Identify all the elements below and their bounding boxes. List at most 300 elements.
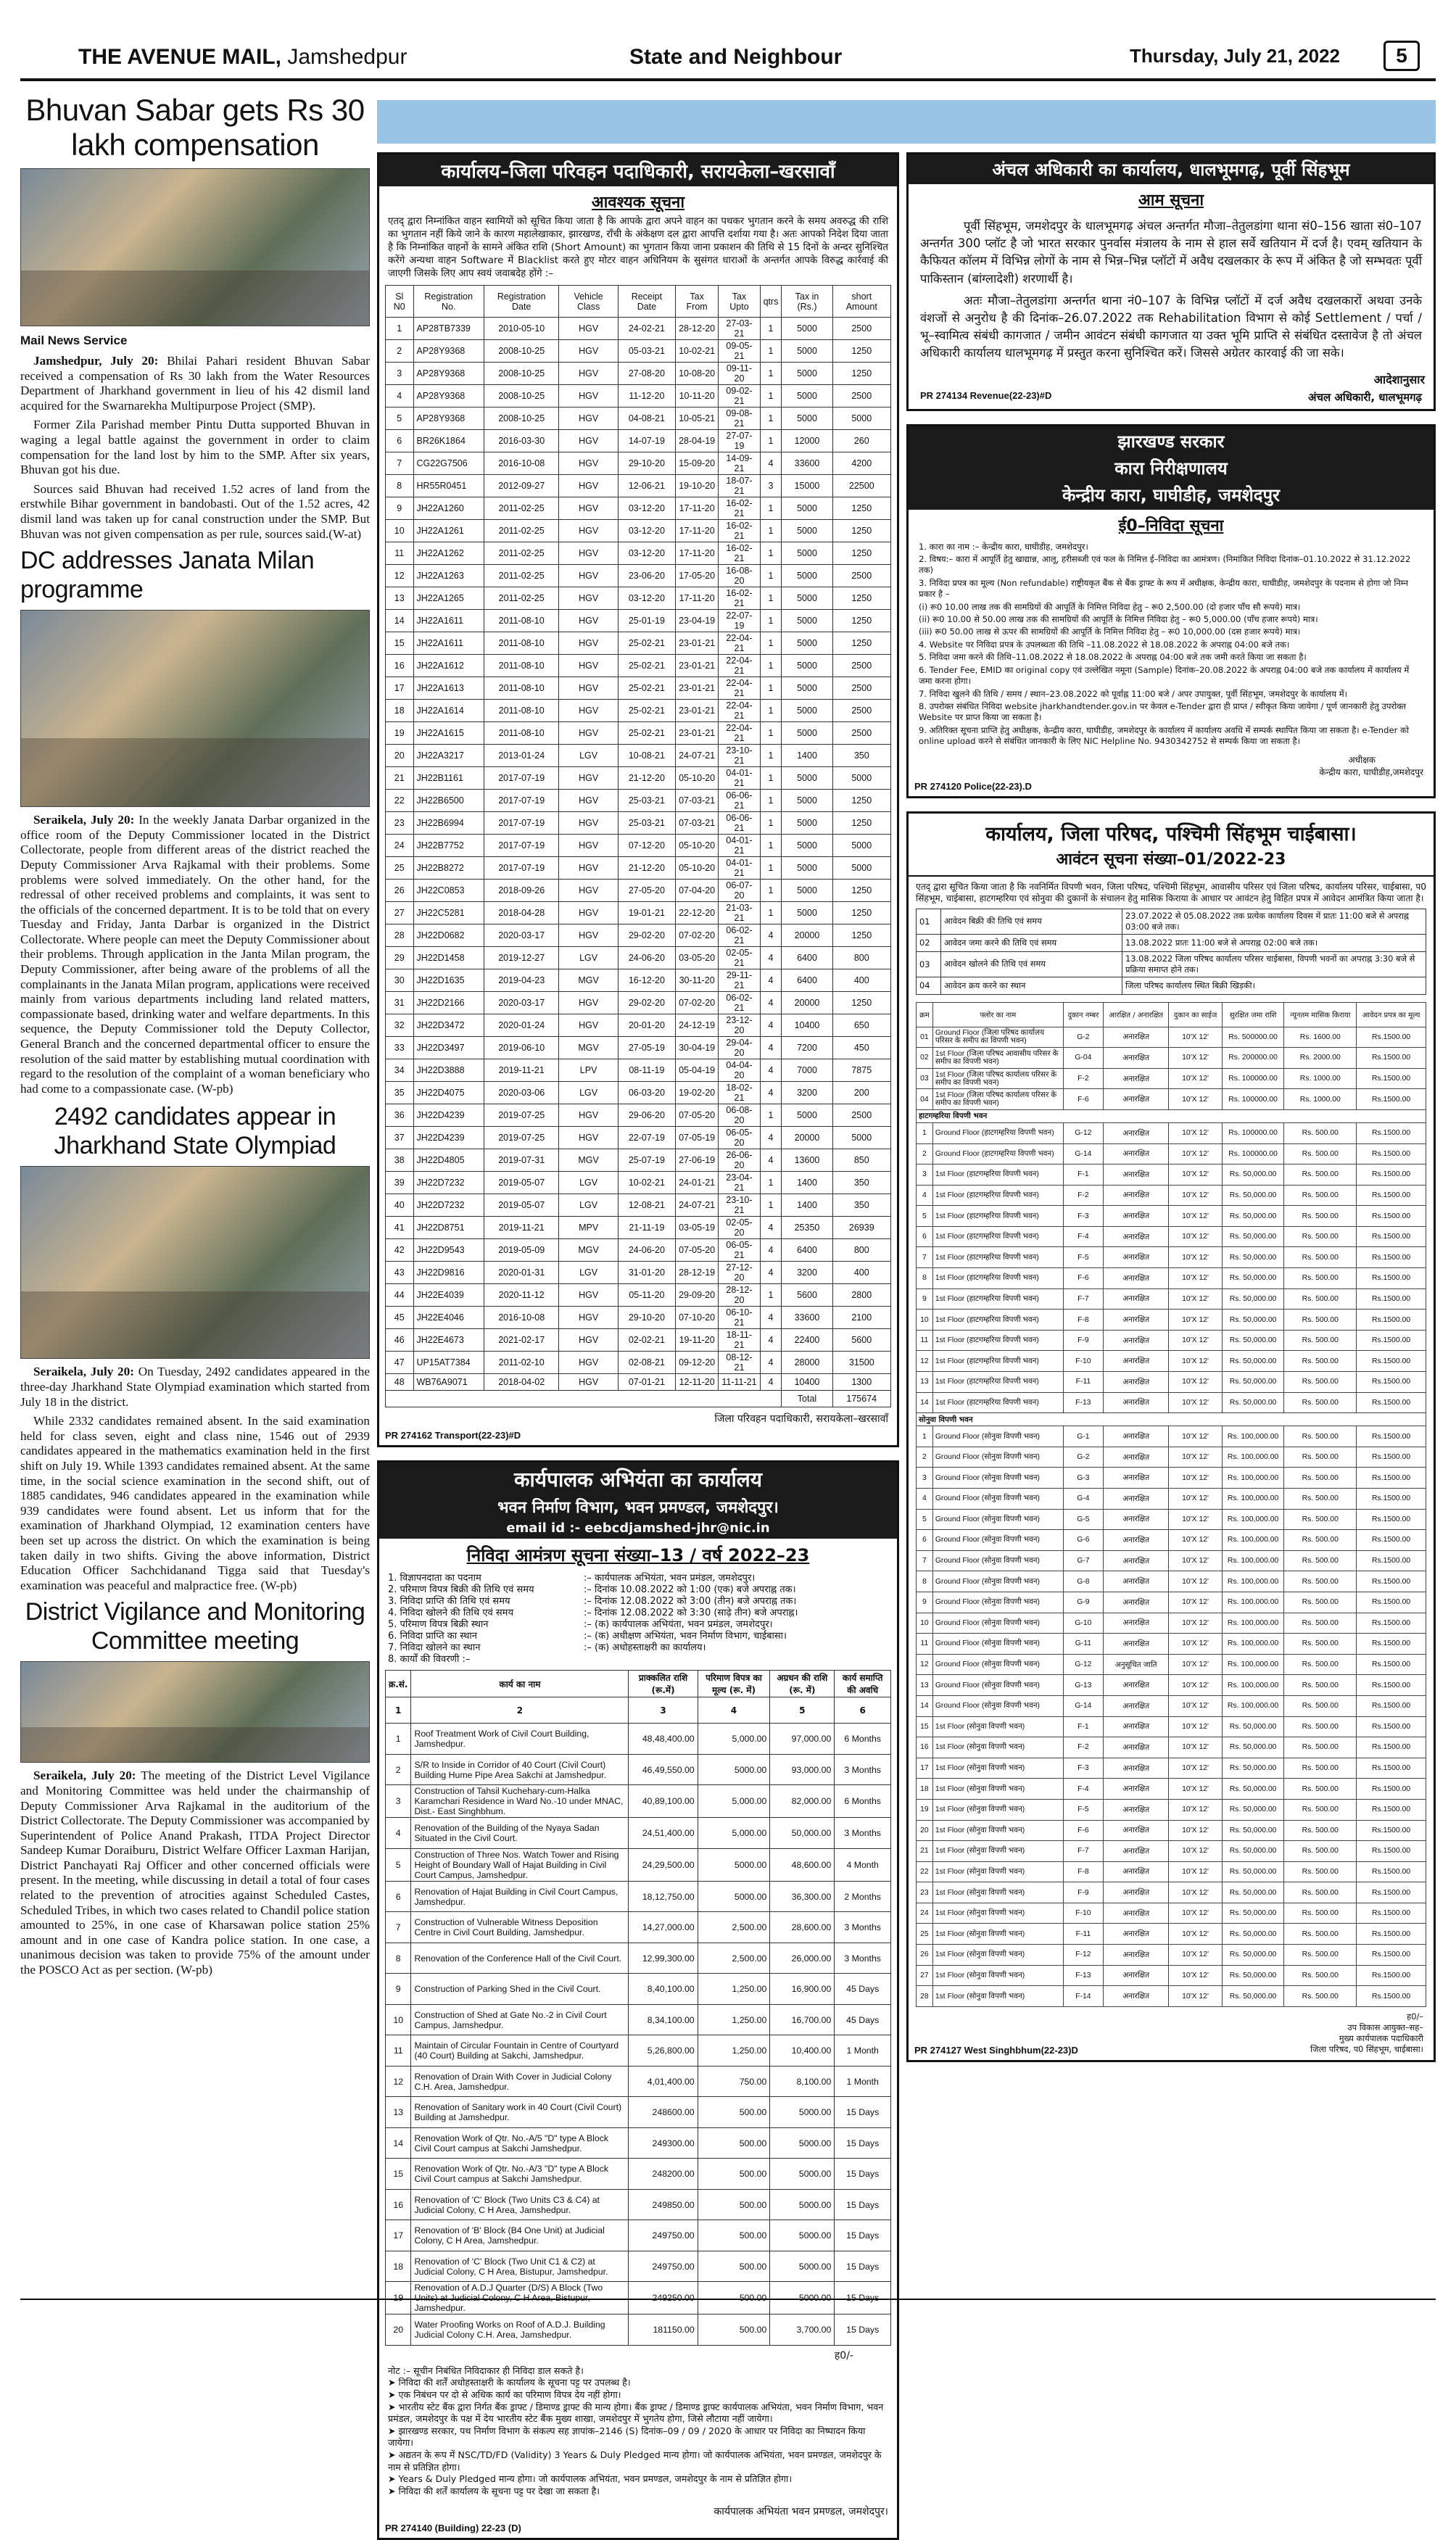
table-cell: 5000 <box>782 1104 832 1127</box>
table-cell: 4 <box>386 385 414 408</box>
table-cell: 22500 <box>832 475 890 497</box>
table-cell: 29-02-20 <box>618 924 675 947</box>
table-cell: HGV <box>559 340 618 363</box>
table-cell: Rs. 50,000.00 <box>1222 1351 1284 1372</box>
table-cell: Rs.1500.00 <box>1357 1288 1426 1310</box>
table-cell: HGV <box>559 880 618 902</box>
table-cell: 3 <box>386 1785 411 1818</box>
notice-title: कार्यपालक अभियंता का कार्यालय <box>379 1463 897 1496</box>
table-cell: 13600 <box>782 1149 832 1172</box>
table-row <box>386 1329 891 1352</box>
table-cell: 18 <box>386 2251 411 2282</box>
table-cell: 4 Month <box>835 1848 891 1881</box>
table-cell: Ground Floor (सोनुवा विपणी भवन) <box>932 1592 1063 1613</box>
table-cell: 1300 <box>832 1374 890 1391</box>
etender-item: (iii) रू0 50.00 लाख से ऊपर की सामग्रियों की आपूर्ति के निमित्त निविदा हेतु – रू0 10,000.00 (दस हजार रूपये) मात्र। <box>919 626 1301 637</box>
table-cell: अनारक्षित <box>1103 1068 1168 1089</box>
table-cell: अनारक्षित <box>1103 1330 1168 1351</box>
table-cell: Rs. 1000.00 <box>1284 1089 1357 1110</box>
table-cell: JH22B6994 <box>413 812 484 835</box>
table-cell: 2,500.00 <box>698 1943 770 1974</box>
table-cell: 2 <box>917 1447 933 1468</box>
table-cell: 1st Floor (जिला परिषद कार्यालय परिसर के समीप का विपणी भवन) <box>932 1089 1063 1110</box>
table-cell: 1 <box>760 385 782 408</box>
table-cell: 2019-12-27 <box>484 947 559 969</box>
table-cell: 2017-07-19 <box>484 857 559 880</box>
table-cell: 22 <box>386 790 414 812</box>
table-cell: JH22B1161 <box>413 767 484 790</box>
table-cell: 2 <box>917 1143 933 1164</box>
table-cell: 1250 <box>832 610 890 632</box>
table-cell: Rs.1500.00 <box>1357 1247 1426 1268</box>
table-cell: Rs. 500.00 <box>1284 1861 1357 1882</box>
table-cell: 16-08-20 <box>719 565 760 587</box>
table-cell: Rs. 500.00 <box>1284 1447 1357 1468</box>
table-cell: 22-12-20 <box>675 902 718 924</box>
table-cell: HGV <box>559 565 618 587</box>
table-cell: 500.00 <box>698 2314 770 2346</box>
table-cell: 3 Months <box>835 1943 891 1974</box>
table-cell: 10'X 12' <box>1169 1820 1222 1841</box>
table-cell: 29-10-20 <box>618 452 675 475</box>
table-cell: S/R to Inside in Corridor of 40 Court (Civil Court) Building Hume Pipe Area Sakchi at Jamshedpur. <box>411 1754 629 1785</box>
table-cell: 7 <box>917 1550 933 1571</box>
etender-item: (i) रू0 10.00 लाख तक की सामग्रियों की आपूर्ति के निमित्त निविदा हेतु – रू0 2,500.00 (दो हजार पाँच सौ रूपये) मात्र। <box>919 601 1301 612</box>
table-cell: 3 Months <box>835 1818 891 1849</box>
table-cell: Rs. 50,000.00 <box>1222 1882 1284 1903</box>
table-cell: 02-05-20 <box>719 1217 760 1239</box>
section-name: State and Neighbour <box>629 45 843 69</box>
table-cell: Rs. 50,000.00 <box>1222 1820 1284 1841</box>
table-row <box>917 1550 1426 1571</box>
tender-note: ➤ भारतीय स्टेट बैंक द्वारा निर्गत बैंक ड्राफ्ट / डिमाण्ड ड्राफ्ट की मान्य होगा। बैंक ड्राफ्ट / डिमाण्ड ड्राफ्ट कार्यपालक अभियंता, भवन निर्माण विभाग, भवन प्रमंडल, जमशेदपुर के पक्ष में देय भारतीय स्टेट बैंक मुख्य शाखा, जमशेदपुर में भुगतेय होगा, जिसे लौटाया नहीं जायेगा। <box>388 2401 884 2425</box>
table-cell: 03-05-19 <box>675 1217 718 1239</box>
table-cell: अनारक्षित <box>1103 1509 1168 1530</box>
table-cell: 10'X 12' <box>1169 1185 1222 1206</box>
table-cell: Renovation of 'C' Block (Two Units C3 & C4) at Judicial Colony, C H Area, Jamshedpur. <box>411 2189 629 2220</box>
table-cell: 29-06-20 <box>618 1104 675 1127</box>
table-row <box>917 1089 1426 1110</box>
table-row <box>386 1149 891 1172</box>
table-cell: 03-12-20 <box>618 542 675 565</box>
table-cell: अनारक्षित <box>1103 1288 1168 1310</box>
table-cell: 17-05-20 <box>675 565 718 587</box>
table-row <box>386 1881 891 1912</box>
table-cell: HGV <box>559 924 618 947</box>
table-cell: 24-02-21 <box>618 318 675 340</box>
table-cell: Rs.1500.00 <box>1357 1089 1426 1110</box>
table-cell: 27 <box>917 1965 933 1986</box>
table-cell: 8 <box>917 1268 933 1289</box>
table-cell: 2018-04-02 <box>484 1374 559 1391</box>
table-cell: Rs. 200000.00 <box>1222 1048 1284 1069</box>
table-cell: 2800 <box>832 1284 890 1307</box>
table-row <box>917 1861 1426 1882</box>
table-cell: 2011-08-10 <box>484 632 559 655</box>
schedule-cell: जिला परिषद कार्यालय स्थित बिक्री खिड़की। <box>1122 977 1426 994</box>
table-cell: JH22A3217 <box>413 745 484 767</box>
table-cell: 22-04-21 <box>719 632 760 655</box>
column-header: क्र.सं. <box>386 1671 411 1697</box>
table-cell: 4 <box>760 452 782 475</box>
table-cell: 15 <box>386 2159 411 2190</box>
table-cell: 1400 <box>782 1194 832 1217</box>
table-cell: HGV <box>559 1014 618 1037</box>
table-cell: 1st Floor (सोनुवा विपणी भवन) <box>932 1903 1063 1924</box>
table-cell: HGV <box>559 632 618 655</box>
table-cell: HGV <box>559 610 618 632</box>
table-cell: 2017-07-19 <box>484 790 559 812</box>
table-cell: अनारक्षित <box>1103 1882 1168 1903</box>
table-cell: Rs. 500.00 <box>1284 1945 1357 1966</box>
table-cell: Rs.1500.00 <box>1357 1861 1426 1882</box>
table-cell: Ground Floor (सोनुवा विपणी भवन) <box>932 1447 1063 1468</box>
table-cell: Rs. 100000.00 <box>1222 1143 1284 1164</box>
table-cell: 45 Days <box>835 2004 891 2035</box>
table-cell: 1st Floor (हाटगम्हरिया विपणी भवन) <box>932 1351 1063 1372</box>
table-row <box>917 1027 1426 1048</box>
table-cell: Ground Floor (सोनुवा विपणी भवन) <box>932 1550 1063 1571</box>
table-cell: 3 <box>760 475 782 497</box>
table-cell: 1 <box>760 700 782 722</box>
table-cell: 5000 <box>782 340 832 363</box>
table-cell: 11 <box>917 1330 933 1351</box>
table-cell: 10'X 12' <box>1169 1592 1222 1613</box>
table-cell: JH22D7232 <box>413 1172 484 1194</box>
table-cell: 29-11-21 <box>719 969 760 992</box>
table-cell: 10'X 12' <box>1169 1779 1222 1800</box>
table-row <box>386 767 891 790</box>
table-cell: 750.00 <box>698 2066 770 2097</box>
table-cell: Rs. 500.00 <box>1284 1634 1357 1655</box>
table-cell: 06-03-20 <box>618 1082 675 1104</box>
table-cell: 48,48,400.00 <box>629 1724 698 1755</box>
table-cell: Rs. 50,000.00 <box>1222 1758 1284 1779</box>
table-cell: Rs. 500.00 <box>1284 1965 1357 1986</box>
table-row <box>386 1037 891 1059</box>
table-cell: 8 <box>386 1943 411 1974</box>
table-cell: 1st Floor (सोनुवा विपणी भवन) <box>932 1799 1063 1820</box>
table-cell: 07-03-21 <box>675 790 718 812</box>
table-cell: 5000.00 <box>770 2189 835 2220</box>
table-cell: अनारक्षित <box>1103 1048 1168 1069</box>
table-cell: 450 <box>832 1037 890 1059</box>
table-cell: G-13 <box>1063 1675 1103 1696</box>
table-cell: Rs. 50,000.00 <box>1222 1372 1284 1393</box>
table-cell: 5,26,800.00 <box>629 2035 698 2067</box>
table-cell: 5600 <box>832 1329 890 1352</box>
table-cell: 10'X 12' <box>1169 1068 1222 1089</box>
story-photo <box>20 1661 370 1763</box>
table-cell: Rs. 1000.00 <box>1284 1068 1357 1089</box>
table-cell: 5,000.00 <box>698 1818 770 1849</box>
table-cell: 22-04-21 <box>719 722 760 745</box>
table-cell: Rs.1500.00 <box>1357 1143 1426 1164</box>
table-cell: 1 <box>760 1104 782 1127</box>
table-cell: Rs. 500.00 <box>1284 1489 1357 1510</box>
table-cell: LGV <box>559 947 618 969</box>
table-cell: 33600 <box>782 452 832 475</box>
notice-signature-designation: केन्द्रीय कारा, घाघीडीह,जमशेदपुर <box>1319 766 1423 777</box>
table-cell: 7 <box>917 1247 933 1268</box>
table-cell: 1 Month <box>835 2066 891 2097</box>
table-row <box>917 1820 1426 1841</box>
table-cell: 1 <box>760 790 782 812</box>
table-cell: 25-02-21 <box>618 700 675 722</box>
table-cell: 9 <box>386 497 414 520</box>
table-cell: 8 <box>917 1571 933 1592</box>
table-cell: G-4 <box>1063 1489 1103 1510</box>
table-cell: Rs. 50,000.00 <box>1222 1206 1284 1227</box>
table-cell: Rs. 500.00 <box>1284 1986 1357 2007</box>
table-cell: 5000 <box>832 1127 890 1149</box>
table-cell: 02-02-21 <box>618 1329 675 1352</box>
table-cell: Rs. 500.00 <box>1284 1571 1357 1592</box>
ad-banner-strip <box>377 100 1436 144</box>
schedule-row <box>917 934 1426 951</box>
table-cell: 2010-05-10 <box>484 318 559 340</box>
table-cell: Ground Floor (सोनुवा विपणी भवन) <box>932 1634 1063 1655</box>
column-header: आरक्षित / अनारक्षित <box>1103 1002 1168 1027</box>
table-cell: 400 <box>832 1262 890 1284</box>
column-header: short Amount <box>832 286 890 318</box>
table-cell: 22-07-19 <box>618 1127 675 1149</box>
table-cell: 10 <box>917 1613 933 1634</box>
table-cell: 2011-08-10 <box>484 655 559 677</box>
zila-parishad-notice <box>906 811 1436 2062</box>
table-cell: Rs.1500.00 <box>1357 1268 1426 1289</box>
table-row <box>386 1352 891 1374</box>
table-cell: 28-12-20 <box>719 1284 760 1307</box>
table-cell: 5000.00 <box>770 2097 835 2128</box>
table-row <box>917 1310 1426 1331</box>
table-row <box>386 1014 891 1037</box>
table-row <box>386 1284 891 1307</box>
table-cell: JH22B6500 <box>413 790 484 812</box>
table-cell: 10 <box>917 1310 933 1331</box>
table-cell: F-8 <box>1063 1861 1103 1882</box>
table-cell: 2500 <box>832 1104 890 1127</box>
notice-intro: एतद् द्वारा निम्नांकित वाहन स्वामियों को सूचित किया जाता है कि आपके द्वारा अपने वाहन का पथकर भुगतान करने के समय अवरुद्ध की राशि का भुगतान नहीं किये जाने के कारण महालेखाकार, झारखण्ड, राँची के अंकेक्षण दल द्वारा आपत्ति दर्शाया गया है। अतः आपको निदेश दिया जाता है कि निम्नांकित वाहनों के सामने अंकित राशि (Short Amount) का भुगतान किया जाना प्रकाशन की तिथि से 15 दिनों के अन्दर सुनिश्चित करेंगे अन्यथा वाहन Software में Blacklist करते हुए मोटर वाहन अधिनियम के सुसंगत धाराओं के अन्तर्गत आपके विरुद्ध कार्रवाई की जाएगी जिसके लिए आप स्वयं जवाबदेह होंगे :– <box>388 216 888 279</box>
column-header: Registration Date <box>484 286 559 318</box>
table-cell: 15 Days <box>835 2097 891 2128</box>
table-cell: Rs.1500.00 <box>1357 1027 1426 1048</box>
table-cell: 20-01-20 <box>618 1014 675 1037</box>
table-cell: 07-05-20 <box>675 1104 718 1127</box>
table-cell: 23-04-19 <box>675 610 718 632</box>
table-cell: HGV <box>559 587 618 610</box>
table-cell: 23-01-21 <box>675 722 718 745</box>
table-cell: 15 Days <box>835 2127 891 2159</box>
table-cell: 10-02-21 <box>675 340 718 363</box>
table-cell: Ground Floor (सोनुवा विपणी भवन) <box>932 1530 1063 1551</box>
column-number: 1 <box>386 1697 411 1724</box>
table-cell: अनारक्षित <box>1103 1310 1168 1331</box>
table-cell: 2019-07-25 <box>484 1104 559 1127</box>
table-cell: HGV <box>559 497 618 520</box>
column-header: Tax Upto <box>719 286 760 318</box>
table-cell: LGV <box>559 745 618 767</box>
table-cell: F-6 <box>1063 1268 1103 1289</box>
table-cell: Rs. 500.00 <box>1284 1392 1357 1413</box>
table-cell: 1 <box>760 880 782 902</box>
column-header: प्राक्कलित राशि (रू.में) <box>629 1671 698 1697</box>
table-cell: 2100 <box>832 1307 890 1329</box>
table-cell: 10'X 12' <box>1169 1965 1222 1986</box>
table-cell: अनारक्षित <box>1103 1426 1168 1447</box>
table-cell: 2008-10-25 <box>484 408 559 430</box>
table-cell: अनारक्षित <box>1103 1185 1168 1206</box>
notice-subtitle: आम सूचना <box>1138 191 1204 210</box>
story-photo <box>20 1166 370 1359</box>
table-cell: 11 <box>917 1634 933 1655</box>
table-cell: 5 <box>917 1206 933 1227</box>
table-cell: अनारक्षित <box>1103 1468 1168 1489</box>
table-cell: अनारक्षित <box>1103 1903 1168 1924</box>
table-cell: HGV <box>559 700 618 722</box>
table-cell: 5000 <box>782 632 832 655</box>
table-cell: 12 <box>386 2066 411 2097</box>
table-cell: 04-01-21 <box>719 857 760 880</box>
table-row <box>386 2189 891 2220</box>
table-cell: Construction of Tahsil Kuchehary-cum-Halka Karamchari Residence in Ward No.-10 under MNAC, Dist.- East Singhbhum. <box>411 1785 629 1818</box>
total-value: 175674 <box>832 1391 890 1407</box>
table-row <box>386 857 891 880</box>
table-cell: Rs. 500.00 <box>1284 1841 1357 1862</box>
table-cell: 2016-03-30 <box>484 430 559 452</box>
table-row <box>917 1447 1426 1468</box>
table-cell: 17 <box>917 1758 933 1779</box>
table-cell: JH22A1614 <box>413 700 484 722</box>
issue-date: Thursday, July 21, 2022 <box>1130 45 1340 67</box>
table-cell: 1 <box>760 1194 782 1217</box>
table-cell: 2500 <box>832 655 890 677</box>
table-cell: JH22D3888 <box>413 1059 484 1082</box>
table-cell: 23-01-21 <box>675 677 718 700</box>
table-group-row <box>917 1413 1426 1426</box>
table-cell: 10'X 12' <box>1169 1758 1222 1779</box>
notice-signature: जिला परिवहन पदाधिकारी, सरायकेला–खरसावाँ <box>714 1413 888 1426</box>
table-cell: 7 <box>386 1912 411 1943</box>
etender-item: 9. अतिरिक्त सूचना प्राप्ति हेतु अधीक्षक, केन्द्रीय कारा, घाघीडीह, जमशेदपुर के कार्यालय में कार्यालय अवधि में सम्पर्क स्थापित किया जा सकता है। e-Tender को online upload करने से संबंधित जानकारी के लिए NIC Helpline No. 9430342752 से सम्पर्क किया जा सकता है। <box>919 724 1410 747</box>
table-cell: 2500 <box>832 385 890 408</box>
column-header: सुरक्षित जमा राशि <box>1222 1002 1284 1027</box>
table-cell: HGV <box>559 655 618 677</box>
table-cell: Rs. 100,000.00 <box>1222 1675 1284 1696</box>
table-cell: JH22E4039 <box>413 1284 484 1307</box>
table-cell: 6 <box>386 1881 411 1912</box>
story-paragraph: Seraikela, July 20: On Tuesday, 2492 candidates appeared in the three-day Jharkhand State Olympiad examination which started from July 18 in the district. <box>20 1365 370 1409</box>
notice-subtitle: निविदा आमंत्रण सूचना संख्या–13 / वर्ष 2022–23 <box>466 1545 810 1566</box>
table-cell: 200 <box>832 1082 890 1104</box>
table-cell: 25 <box>386 857 414 880</box>
table-cell: 10'X 12' <box>1169 1530 1222 1551</box>
table-cell: 32 <box>386 1014 414 1037</box>
table-cell: 02-08-21 <box>618 1352 675 1374</box>
table-cell: F-5 <box>1063 1247 1103 1268</box>
table-cell: 5000 <box>832 767 890 790</box>
table-cell: JH22D3497 <box>413 1037 484 1059</box>
table-cell: 03-12-20 <box>618 497 675 520</box>
table-cell: AP28Y9368 <box>413 408 484 430</box>
table-cell: 16,700.00 <box>770 2004 835 2035</box>
table-cell: 4 <box>760 924 782 947</box>
table-cell: Rs.1500.00 <box>1357 1695 1426 1716</box>
story-headline: 2492 candidates appear in Jharkhand State Olympiad <box>54 1103 336 1160</box>
table-cell: G-04 <box>1063 1048 1103 1069</box>
table-row <box>386 1172 891 1194</box>
column-number: 4 <box>698 1697 770 1724</box>
table-row <box>917 1330 1426 1351</box>
table-cell: 10'X 12' <box>1169 1613 1222 1634</box>
table-cell: Rs. 500.00 <box>1284 1468 1357 1489</box>
table-cell: 12,99,300.00 <box>629 1943 698 1974</box>
table-cell: Rs. 50,000.00 <box>1222 1965 1284 1986</box>
table-cell: HGV <box>559 790 618 812</box>
table-cell: Rs. 500000.00 <box>1222 1027 1284 1048</box>
table-cell: 22400 <box>782 1329 832 1352</box>
story-vigilance-committee <box>20 1597 370 1977</box>
table-cell: 1 <box>760 542 782 565</box>
notice-paragraph: पूर्वी सिंहभूम, जमशेदपुर के धालभूमगढ़ अंचल अन्तर्गत मौजा–तेतुलडांगा थाना सं0–156 खाता सं0–107 अन्तर्गत 300 प्लॉट है जो भारत सरकार पुनर्वास मंत्रालय के नाम से हाल सर्वे खतियान में दर्ज है। एवम् खतियान के कैफियत कॉलम में विभिन्न लोगों के नाम से भिन्न–भिन्न प्लॉटों में अवैध दखलकार के रूप में अंकित है जो सम्भवतः पूर्वी पाकिस्तान (बांग्लादेशी) शरणार्थी है। <box>920 219 1422 286</box>
table-cell: 15 Days <box>835 2220 891 2251</box>
etender-item: 8. उपरोक्त संबंधित निविदा website jharkhandtender.gov.in पर केवल e-Tender द्वारा ही प्राप्त / स्वीकृत किया जायेगा / पूर्ण जानकारी हेतु उपरोक्त Website पर प्राप्त किया जा सकता है। <box>919 700 1407 723</box>
table-cell: MGV <box>559 1239 618 1262</box>
table-cell: G-9 <box>1063 1592 1103 1613</box>
story-paragraph: Seraikela, July 20: In the weekly Janata Darbar organized in the office room of the Deputy Commissioner located in the District Collectorate, people from different areas of the district reached the Deputy Commissioner Arva Rajkamal with their problems. Some problems were solved immediately. On the other hand, for the redressal of other received problems and complaints, it was sent to the officials of the concerned department. It is to be told that on every Tuesday and Friday, Janta Darbar is organized in the District Collectorate. Where people can meet the Deputy Commissioner about their problems. Through application in the Janta Milan program, the Deputy Commissioner, after being aware of the problems of all the complainants in the Janata Milan program, applications were received mainly from various departments including land related matters, compassionate based, drinking water and welfare departments. In this sequence, the Deputy Commissioner told the Deputy Collector, General Branch and the concerned departmental officer to ensure the resolution of the said matter by establishing mutual coordination with regard to the resolution of the complaint of a woman beneficiary who had come to a compassionate case. (W-pb) <box>20 813 370 1096</box>
table-cell: 28 <box>917 1986 933 2007</box>
table-cell: Rs. 500.00 <box>1284 1613 1357 1634</box>
tender-note: ➤ अद्यतन के रूप में NSC/TD/FD (Validity) 3 Years & Duly Pledged मान्य होगा। जो कार्यपालक अभियंता, भवन प्रमण्डल, जमशेदपुर के नाम से प्रतिज्ञित होगा। <box>388 2449 882 2473</box>
table-cell: 09-05-21 <box>719 340 760 363</box>
table-cell: Ground Floor (जिला परिषद कार्यालय परिसर के समीप का विपणी भवन) <box>932 1027 1063 1048</box>
table-cell: F-1 <box>1063 1164 1103 1186</box>
table-cell: Rs. 500.00 <box>1284 1206 1357 1227</box>
table-cell: 1 <box>917 1426 933 1447</box>
table-cell: Rs. 500.00 <box>1284 1310 1357 1331</box>
table-cell: 2016-10-08 <box>484 452 559 475</box>
table-cell: Rs.1500.00 <box>1357 1779 1426 1800</box>
table-cell: 10'X 12' <box>1169 1654 1222 1675</box>
table-cell: 9 <box>917 1592 933 1613</box>
table-cell: 10'X 12' <box>1169 1882 1222 1903</box>
table-row <box>386 790 891 812</box>
total-label: Total <box>782 1391 832 1407</box>
table-cell: अनारक्षित <box>1103 1247 1168 1268</box>
schedule-cell: 01 <box>917 909 941 934</box>
table-cell: 23-01-21 <box>675 700 718 722</box>
tender-info-item: 6. निविदा प्राप्ति का स्थान :– (क) अधीक्षण अभियंता, भवन निर्माण विभाग, चाईबासा। <box>388 1631 787 1642</box>
table-cell: 1 <box>760 610 782 632</box>
table-cell: Rs. 50,000.00 <box>1222 1945 1284 1966</box>
table-cell: अनारक्षित <box>1103 1924 1168 1945</box>
table-cell: 24-06-20 <box>618 1239 675 1262</box>
table-cell: Roof Treatment Work of Civil Court Building, Jamshedpur. <box>411 1724 629 1755</box>
etender-items <box>909 539 1434 752</box>
table-cell: 25 <box>917 1924 933 1945</box>
table-cell: 1 <box>386 318 414 340</box>
table-cell: 1 <box>760 408 782 430</box>
table-cell: Rs. 500.00 <box>1284 1351 1357 1372</box>
etender-item: 3. निविदा प्रपत्र का मूल्य (Non refundable) राष्ट्रीयकृत बैंक से बैंक ड्राफ्ट के रूप में अधीक्षक, केन्द्रीय कारा, घाघीडीह, जमशेदपुर के पदनाम से होगा जो निम्न प्रकार है – <box>919 577 1409 600</box>
table-cell: Rs.1500.00 <box>1357 1530 1426 1551</box>
table-cell: 1st Floor (हाटगम्हरिया विपणी भवन) <box>932 1392 1063 1413</box>
table-cell: LGV <box>559 1082 618 1104</box>
table-cell: 1 Month <box>835 2035 891 2067</box>
table-cell: 29 <box>386 947 414 969</box>
table-row <box>386 1848 891 1881</box>
table-cell: 1st Floor (हाटगम्हरिया विपणी भवन) <box>932 1288 1063 1310</box>
